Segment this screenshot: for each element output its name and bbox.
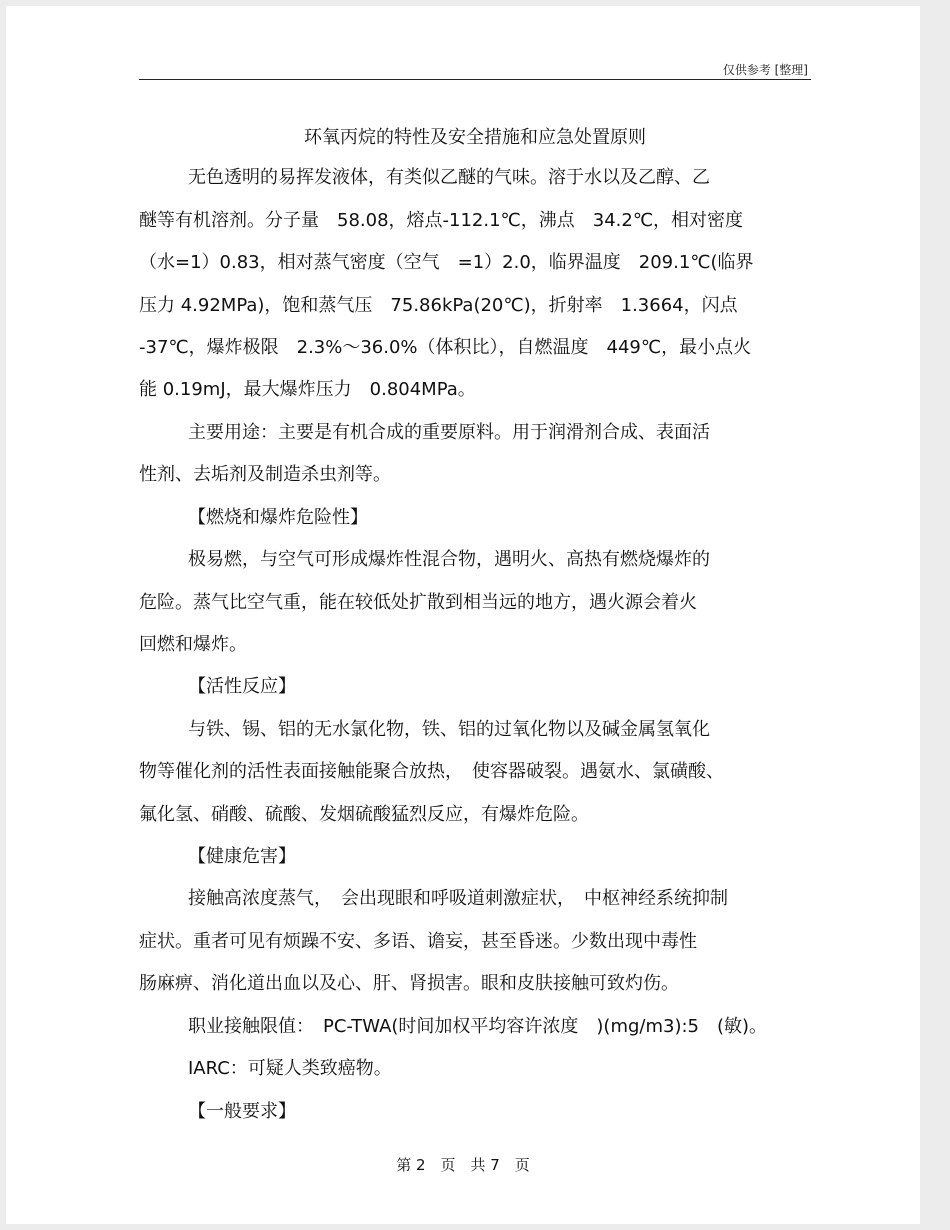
header-note: 仅供参考 [整理]: [722, 63, 808, 77]
paragraph-line: -37℃，爆炸极限 2.3%～36.0%（体积比），自燃温度 449℃，最小点火: [139, 337, 752, 358]
section-heading: 【活性反应】: [188, 676, 296, 697]
paragraph-line: 无色透明的易挥发液体，有类似乙醚的气味。溶于水以及乙醇、乙: [188, 167, 710, 188]
paragraph-line: 职业接触限值： PC-TWA(时间加权平均容许浓度 )(mg/m3):5 (敏)。: [188, 1016, 768, 1037]
paragraph-line: 极易燃，与空气可形成爆炸性混合物，遇明火、高热有燃烧爆炸的: [188, 549, 710, 570]
paragraph-line: 危险。蒸气比空气重，能在较低处扩散到相当远的地方，遇火源会着火: [139, 592, 697, 613]
paragraph-line: 醚等有机溶剂。分子量 58.08，熔点-112.1℃，沸点 34.2℃，相对密度: [139, 210, 744, 231]
section-heading: 【健康危害】: [188, 846, 296, 867]
paragraph-line: 主要用途：主要是有机合成的重要原料。用于润滑剂合成、表面活: [188, 422, 710, 443]
paragraph-line: 物等催化剂的活性表面接触能聚合放热， 使容器破裂。遇氨水、氯磺酸、: [139, 761, 724, 782]
document-title: 环氧丙烷的特性及安全措施和应急处置原则: [304, 127, 646, 148]
page-number: 第 2 页 共 7 页: [396, 1156, 530, 1174]
paragraph-line: 接触高浓度蒸气， 会出现眼和呼吸道刺激症状， 中枢神经系统抑制: [188, 888, 728, 909]
paragraph-line: 症状。重者可见有烦躁不安、多语、谵妄，甚至昏迷。少数出现中毒性: [139, 931, 697, 952]
paragraph-line: 性剂、去垢剂及制造杀虫剂等。: [139, 464, 391, 485]
paragraph-line: 能 0.19mJ，最大爆炸压力 0.804MPa。: [139, 379, 476, 400]
paragraph-line: IARC：可疑人类致癌物。: [188, 1058, 392, 1079]
paragraph-line: 回燃和爆炸。: [139, 634, 247, 655]
paragraph-line: 压力 4.92MPa)，饱和蒸气压 75.86kPa(20℃)，折射率 1.3664，闪点: [139, 295, 738, 316]
section-heading: 【一般要求】: [188, 1101, 296, 1122]
header-divider: [139, 79, 811, 80]
paragraph-line: 与铁、锡、铝的无水氯化物，铁、铝的过氧化物以及碱金属氢氧化: [188, 719, 710, 740]
section-heading: 【燃烧和爆炸危险性】: [188, 507, 368, 528]
document-page: [6, 6, 920, 1224]
paragraph-line: （水=1）0.83，相对蒸气密度（空气 =1）2.0，临界温度 209.1℃(临界: [139, 252, 754, 273]
paragraph-line: 肠麻痹、消化道出血以及心、肝、肾损害。眼和皮肤接触可致灼伤。: [139, 973, 679, 994]
paragraph-line: 氟化氢、硝酸、硫酸、发烟硫酸猛烈反应，有爆炸危险。: [139, 804, 589, 825]
